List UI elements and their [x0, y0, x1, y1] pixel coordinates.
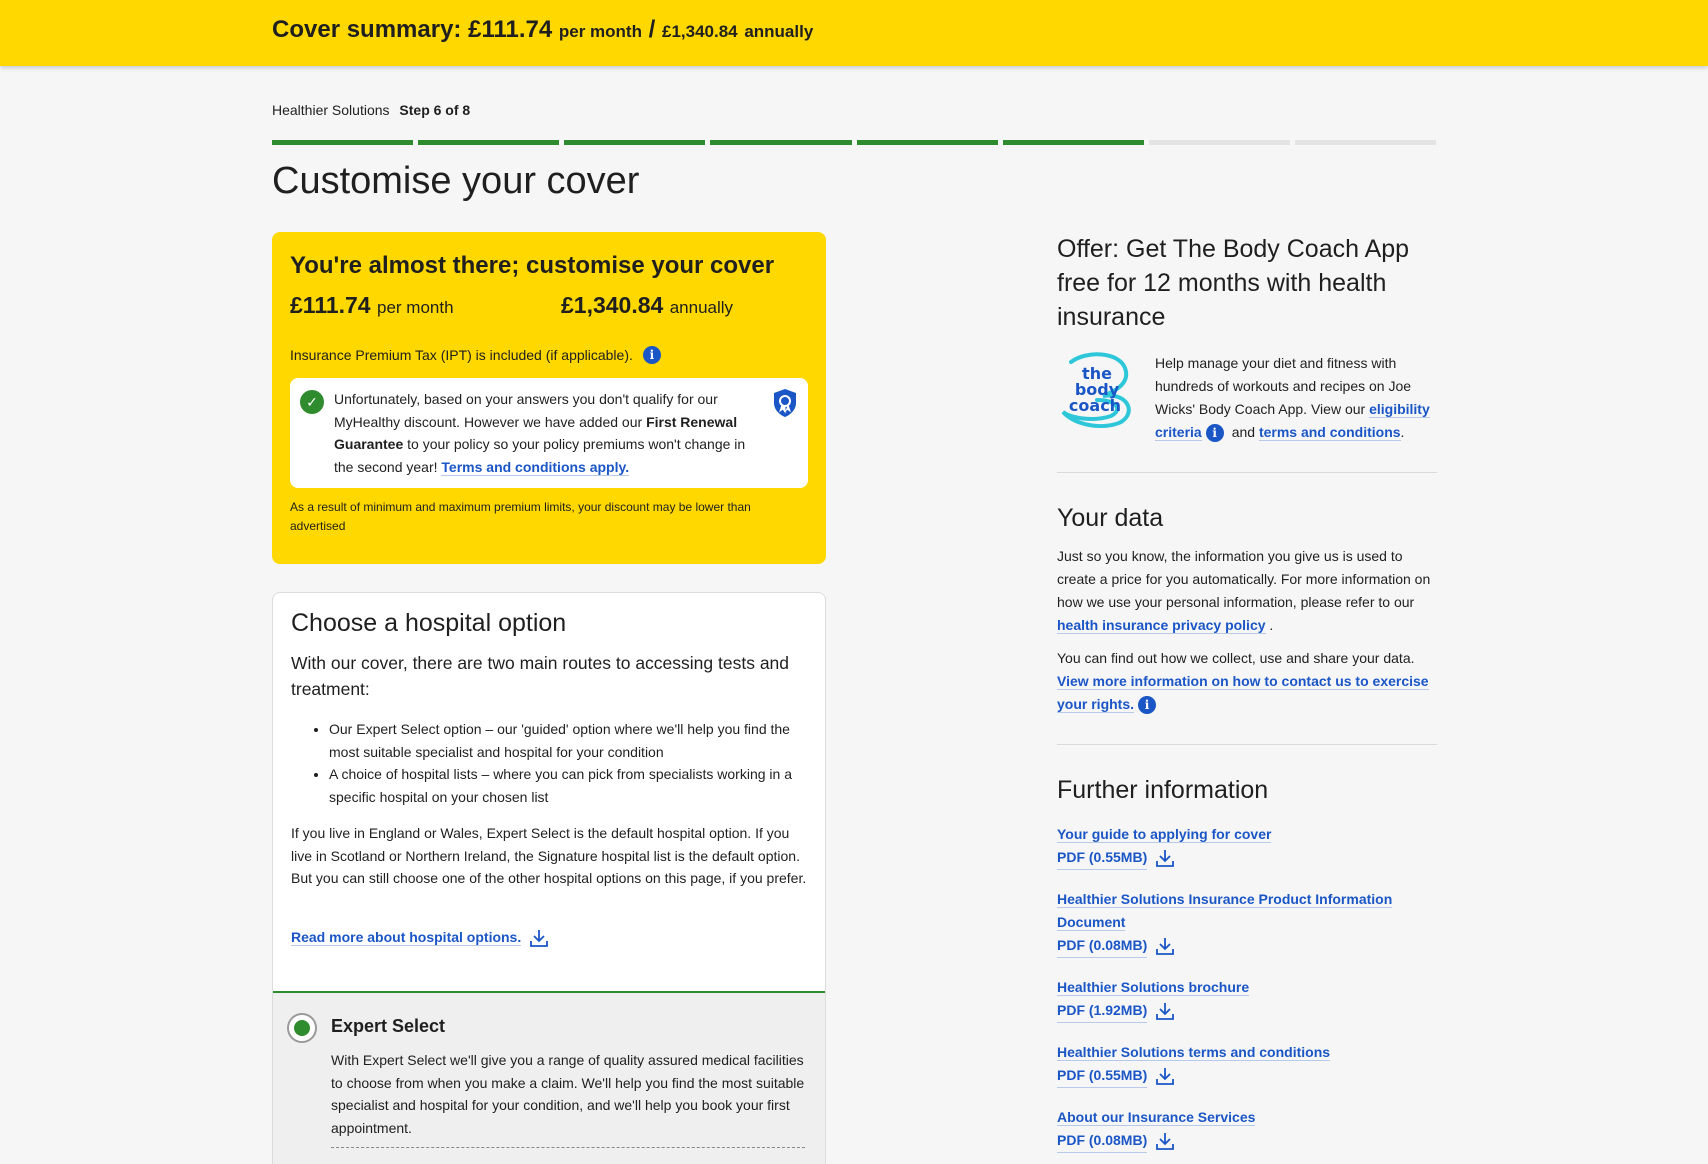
- check-circle-icon: ✓: [300, 390, 324, 414]
- price-card-heading: You're almost there; customise your cover: [290, 252, 775, 279]
- offer-terms-link[interactable]: terms and conditions: [1258, 424, 1401, 440]
- list-item: • Our Expert Select option – our 'guided' option where we'll help you find the most suitable specialist and hospital for your condition: [329, 718, 807, 763]
- document-link[interactable]: Your guide to applying for cover: [1057, 826, 1272, 842]
- logo-text-body: body: [1074, 380, 1120, 399]
- offer-and: and: [1231, 424, 1256, 440]
- monthly-price-value: £111.74: [290, 292, 371, 318]
- terms-conditions-apply-link[interactable]: Terms and conditions apply.: [441, 458, 630, 475]
- download-icon[interactable]: [1155, 1066, 1175, 1086]
- progress-segment: [857, 140, 998, 145]
- offer-text: [1155, 352, 1437, 444]
- your-data-text: Just so you know, the information you give us is used to create a price for you automatically. For more information on how we use your personal information, please refer to our: [1057, 548, 1431, 610]
- breadcrumb: [272, 102, 470, 118]
- read-more-row: [291, 928, 807, 948]
- discount-fine-print: As a result of minimum and maximum premium limits, your discount may be lower than advertised: [290, 500, 751, 533]
- expert-select-description: With Expert Select we'll give you a range of quality assured medical facilities to choose from when you make a claim. We'll help you find the most suitable specialist and hospital for your condition, and we'll help you book your first appointment.: [331, 1049, 805, 1148]
- cover-summary-separator: /: [648, 16, 656, 43]
- progress-segment: [418, 140, 559, 145]
- document-pdf-link[interactable]: PDF (0.08MB): [1057, 1129, 1147, 1153]
- ipt-text: Insurance Premium Tax (IPT) is included (if applicable).: [290, 347, 633, 363]
- document-item: [1057, 1041, 1437, 1088]
- body-coach-logo: [1057, 352, 1137, 428]
- breadcrumb-step: Step 6 of 8: [399, 102, 471, 118]
- annual-price-value: £1,340.84: [561, 292, 664, 318]
- download-icon[interactable]: [529, 928, 549, 948]
- monthly-price: [290, 292, 454, 319]
- read-more-hospital-options-link[interactable]: Read more about hospital options.: [291, 929, 522, 945]
- step-progress-bar: [272, 140, 1436, 145]
- discount-notice-text: [334, 388, 760, 478]
- download-icon[interactable]: [1155, 1131, 1175, 1151]
- download-icon[interactable]: [1155, 848, 1175, 868]
- annual-price-suffix: annually: [669, 298, 734, 317]
- sidebar: [1057, 232, 1437, 1164]
- document-pdf-link[interactable]: PDF (0.55MB): [1057, 846, 1147, 870]
- progress-segment: [564, 140, 705, 145]
- document-link[interactable]: About our Insurance Services: [1057, 1109, 1256, 1125]
- annual-price: [561, 292, 733, 319]
- logo-text-coach: coach: [1068, 396, 1122, 415]
- progress-segment: [1003, 140, 1144, 145]
- your-data-para: [1057, 545, 1437, 637]
- notice-bold: First Renewal Guarantee: [334, 413, 738, 452]
- hospital-heading: Choose a hospital option: [291, 609, 567, 637]
- your-data-end: .: [1265, 617, 1274, 633]
- progress-segment: [272, 140, 413, 145]
- privacy-policy-link[interactable]: health insurance privacy policy: [1057, 617, 1266, 633]
- list-item: • A choice of hospital lists – where you can pick from specialists working in a specific hospital on your chosen list: [329, 763, 807, 808]
- document-link[interactable]: Healthier Solutions brochure: [1057, 979, 1250, 995]
- price-row: [290, 292, 808, 332]
- document-pdf-link[interactable]: PDF (0.55MB): [1057, 1064, 1147, 1088]
- logo-text-the: the: [1082, 364, 1112, 383]
- cover-summary-text: [272, 16, 813, 44]
- document-item: [1057, 976, 1437, 1023]
- hospital-option-card: [272, 592, 826, 1164]
- offer-end: .: [1400, 424, 1405, 440]
- breadcrumb-product: Healthier Solutions: [272, 102, 390, 118]
- document-item: [1057, 823, 1437, 870]
- expert-select-radio[interactable]: [287, 1013, 317, 1043]
- monthly-price-suffix: per month: [377, 298, 454, 317]
- info-icon[interactable]: i: [1138, 696, 1156, 714]
- notice-text-2: to your policy so your policy premiums won't change in the second year!: [334, 436, 746, 475]
- download-icon[interactable]: [1155, 936, 1175, 956]
- offer-body: [1057, 352, 1437, 444]
- expert-select-title: Expert Select: [331, 1016, 446, 1036]
- hospital-routes-list: [329, 718, 807, 808]
- progress-segment: [1295, 140, 1436, 145]
- progress-segment: [1149, 140, 1290, 145]
- divider: [1057, 472, 1437, 473]
- ipt-note: [290, 346, 808, 364]
- notice-text-1: Unfortunately, based on your answers you don't qualify for our MyHealthy discount. However we have added our: [334, 391, 718, 430]
- price-card: [272, 232, 826, 564]
- cover-summary-bar: [0, 0, 1708, 66]
- cover-summary-annual-price: £1,340.84: [662, 22, 738, 41]
- document-pdf-link[interactable]: PDF (1.92MB): [1057, 999, 1147, 1023]
- offer-body-text: Help manage your diet and fitness with hundreds of workouts and recipes on Joe Wicks' Body Coach App. View our: [1155, 355, 1412, 417]
- document-item: [1057, 1106, 1437, 1153]
- page-title: Customise your cover: [272, 160, 640, 202]
- guarantee-badge-icon: [772, 388, 798, 418]
- document-list: [1057, 823, 1437, 1153]
- document-link[interactable]: Healthier Solutions Insurance Product Information Document: [1057, 891, 1393, 930]
- your-data-para-2: You can find out how we collect, use and share your data.: [1057, 650, 1415, 666]
- cover-summary-annual-suffix: annually: [744, 22, 814, 41]
- divider: [1057, 744, 1437, 745]
- cover-summary-monthly-price: £111.74: [468, 16, 553, 43]
- discount-notice: [290, 378, 808, 488]
- document-pdf-link[interactable]: PDF (0.08MB): [1057, 934, 1147, 958]
- contact-rights-link[interactable]: View more information on how to contact us to exercise your rights.: [1057, 673, 1429, 712]
- cover-summary-monthly-suffix: per month: [558, 22, 642, 41]
- expert-select-option[interactable]: [273, 991, 825, 1164]
- download-icon[interactable]: [1155, 1001, 1175, 1021]
- eligibility-criteria-link[interactable]: eligibility criteria: [1155, 401, 1430, 440]
- hospital-lead: With our cover, there are two main routes to accessing tests and treatment:: [291, 653, 790, 699]
- further-info-heading: Further information: [1057, 776, 1269, 804]
- rights-row: [1057, 670, 1437, 716]
- progress-segment: [710, 140, 851, 145]
- cover-summary-label: Cover summary:: [272, 16, 462, 43]
- hospital-default-info: If you live in England or Wales, Expert Select is the default hospital option. If you live in Scotland or Northern Ireland, the Signature hospital list is the default option. But you can still choose one of the other hospital options on this page, if you prefer.: [291, 825, 807, 886]
- further-information: [1057, 773, 1437, 1153]
- offer-heading: Offer: Get The Body Coach App free for 12 months with health insurance: [1057, 235, 1410, 331]
- your-data-heading: Your data: [1057, 504, 1164, 532]
- document-item: [1057, 888, 1437, 958]
- info-icon[interactable]: i: [643, 346, 661, 364]
- info-icon[interactable]: i: [1206, 424, 1224, 442]
- document-link[interactable]: Healthier Solutions terms and conditions: [1057, 1044, 1331, 1060]
